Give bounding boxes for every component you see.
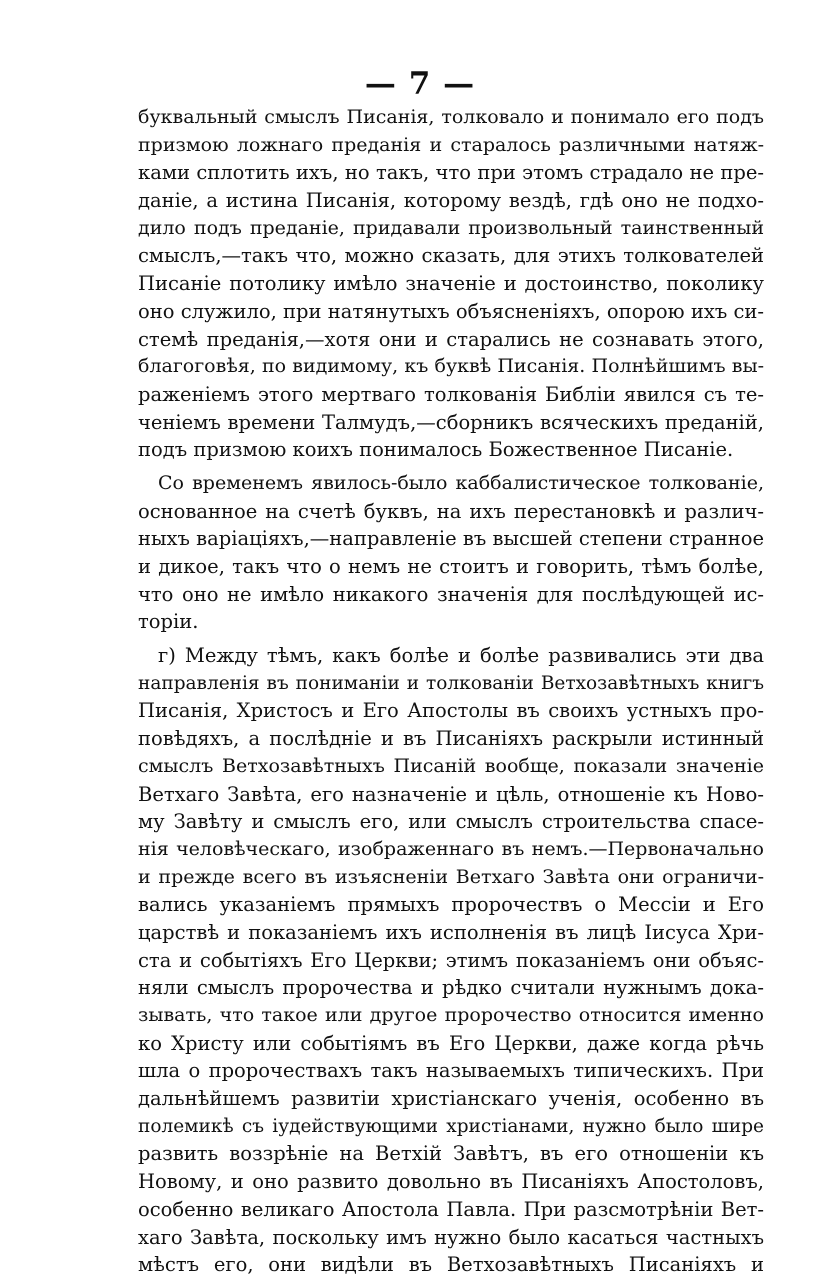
text-line: дило подъ преданіе, придавали произвольный таинственный [138,216,764,239]
text-line: Ветхаго Завѣта, его назначеніе и цѣль, отношеніе къ Ново- [138,782,764,806]
text-line: особенно великаго Апостола Павла. При разсмотрѣніи Вет- [138,1197,764,1221]
page-number: — 7 — [364,66,476,102]
paragraph [138,470,764,636]
text-line: благоговѣя, по видимому, къ буквѣ Писанія. Полнѣйшимъ вы- [138,355,764,378]
text-line: смыслъ Ветхозавѣтныхъ Писаній вообще, показали значеніе [138,754,764,777]
text-line: ныхъ варіаціяхъ,—направленіе въ высшей степени странное [138,527,764,551]
text-line: ченіемъ времени Талмудъ,—сборникъ всяческихъ преданій, [138,410,764,434]
text-line: шла о пророчествахъ такъ называемыхъ типическихъ. При [138,1059,764,1083]
text-line: торіи. [138,610,199,634]
text-line: подъ призмою коихъ понималось Божественное Писаніе. [138,438,734,462]
text-line: зывать, что такое или другое пророчество относится именно [138,1004,764,1026]
text-line: нія человѣческаго, изображеннаго въ немъ.—Первоначально [138,837,764,860]
text-line: направленія въ пониманіи и толкованіи Ветхозавѣтныхъ книгъ [138,672,764,694]
text-line: му Завѣту и смыслъ его, или смыслъ строительства спасе- [138,810,764,834]
text-line: Новому, и оно развито довольно въ Писаніяхъ Апостоловъ, [138,1170,764,1194]
text-line: смыслъ,—такъ что, можно сказать, для этихъ толкователей [138,244,764,268]
text-line: ками сплотить ихъ, но такъ, что при этомъ страдало не пре- [138,161,764,185]
text-line: г) Между тѣмъ, какъ болѣе и болѣе развивались эти два [158,644,764,668]
text-line: повѣдяхъ, а послѣдніе и въ Писаніяхъ раскрыли истинный [138,727,764,751]
text-line: даніе, а истина Писанія, которому вездѣ, гдѣ оно не подхо- [138,189,764,213]
text-line: оно служило, при натянутыхъ объясненіяхъ, опорою ихъ си- [138,299,764,323]
text-line: и дикое, такъ что о немъ не стоитъ и говорить, тѣмъ болѣе, [138,555,764,578]
text-line: развить воззрѣніе на Ветхій Завѣтъ, въ его отношеніи къ [138,1142,764,1166]
text-line: что оно не имѣло никакого значенія для послѣдующей ис- [138,582,764,606]
text-line: ко Христу или событіямъ въ Его Церкви, даже когда рѣчь [138,1031,764,1055]
text-line: основанное на счетѣ буквъ, на ихъ перестановкѣ и различ- [138,499,764,523]
text-line: мѣстъ его, они видѣли въ Ветхозавѣтныхъ Писаніяхъ и [138,1253,764,1277]
text-line: стемѣ преданія,—хотя они и старались не сознавать этого, [138,327,764,351]
paragraph [138,642,764,1279]
text-line: вались указаніемъ прямыхъ пророчествъ о Мессіи и Его [138,893,764,917]
text-line: хаго Завѣта, поскольку имъ нужно было касаться частныхъ [138,1225,764,1249]
text-line: дальнѣйшемъ развитіи христіанскаго ученія, особенно въ [138,1087,764,1111]
text-line: Писаніе потолику имѣло значеніе и достоинство, поколику [138,272,764,296]
text-line: раженіемъ этого мертваго толкованія Библіи явился съ те- [138,382,764,406]
paragraph [138,104,764,464]
text-line: полемикѣ съ іудействующими христіанами, нужно было шире [138,1115,764,1137]
text-line: буквальный смыслъ Писанія, толковало и понимало его подъ [138,106,764,128]
text-line: царствѣ и показаніемъ ихъ исполненія въ лицѣ Іисуса Хри- [138,920,764,944]
text-line: и прежде всего въ изъясненіи Ветхаго Завѣта они ограничи- [138,865,764,888]
body-text [138,104,764,1279]
text-line: няли смыслъ пророчества и рѣдко считали нужнымъ дока- [138,976,764,1000]
text-line: Писанія, Христосъ и Его Апостолы въ своихъ устныхъ про- [138,699,764,723]
text-line: ста и событіяхъ Его Церкви; этимъ показаніемъ они объяс- [138,948,764,972]
text-line: Со временемъ явилось-было каббалистическое толкованіе, [158,471,764,494]
text-line: призмою ложнаго преданія и старалось различными натяж- [138,133,764,156]
